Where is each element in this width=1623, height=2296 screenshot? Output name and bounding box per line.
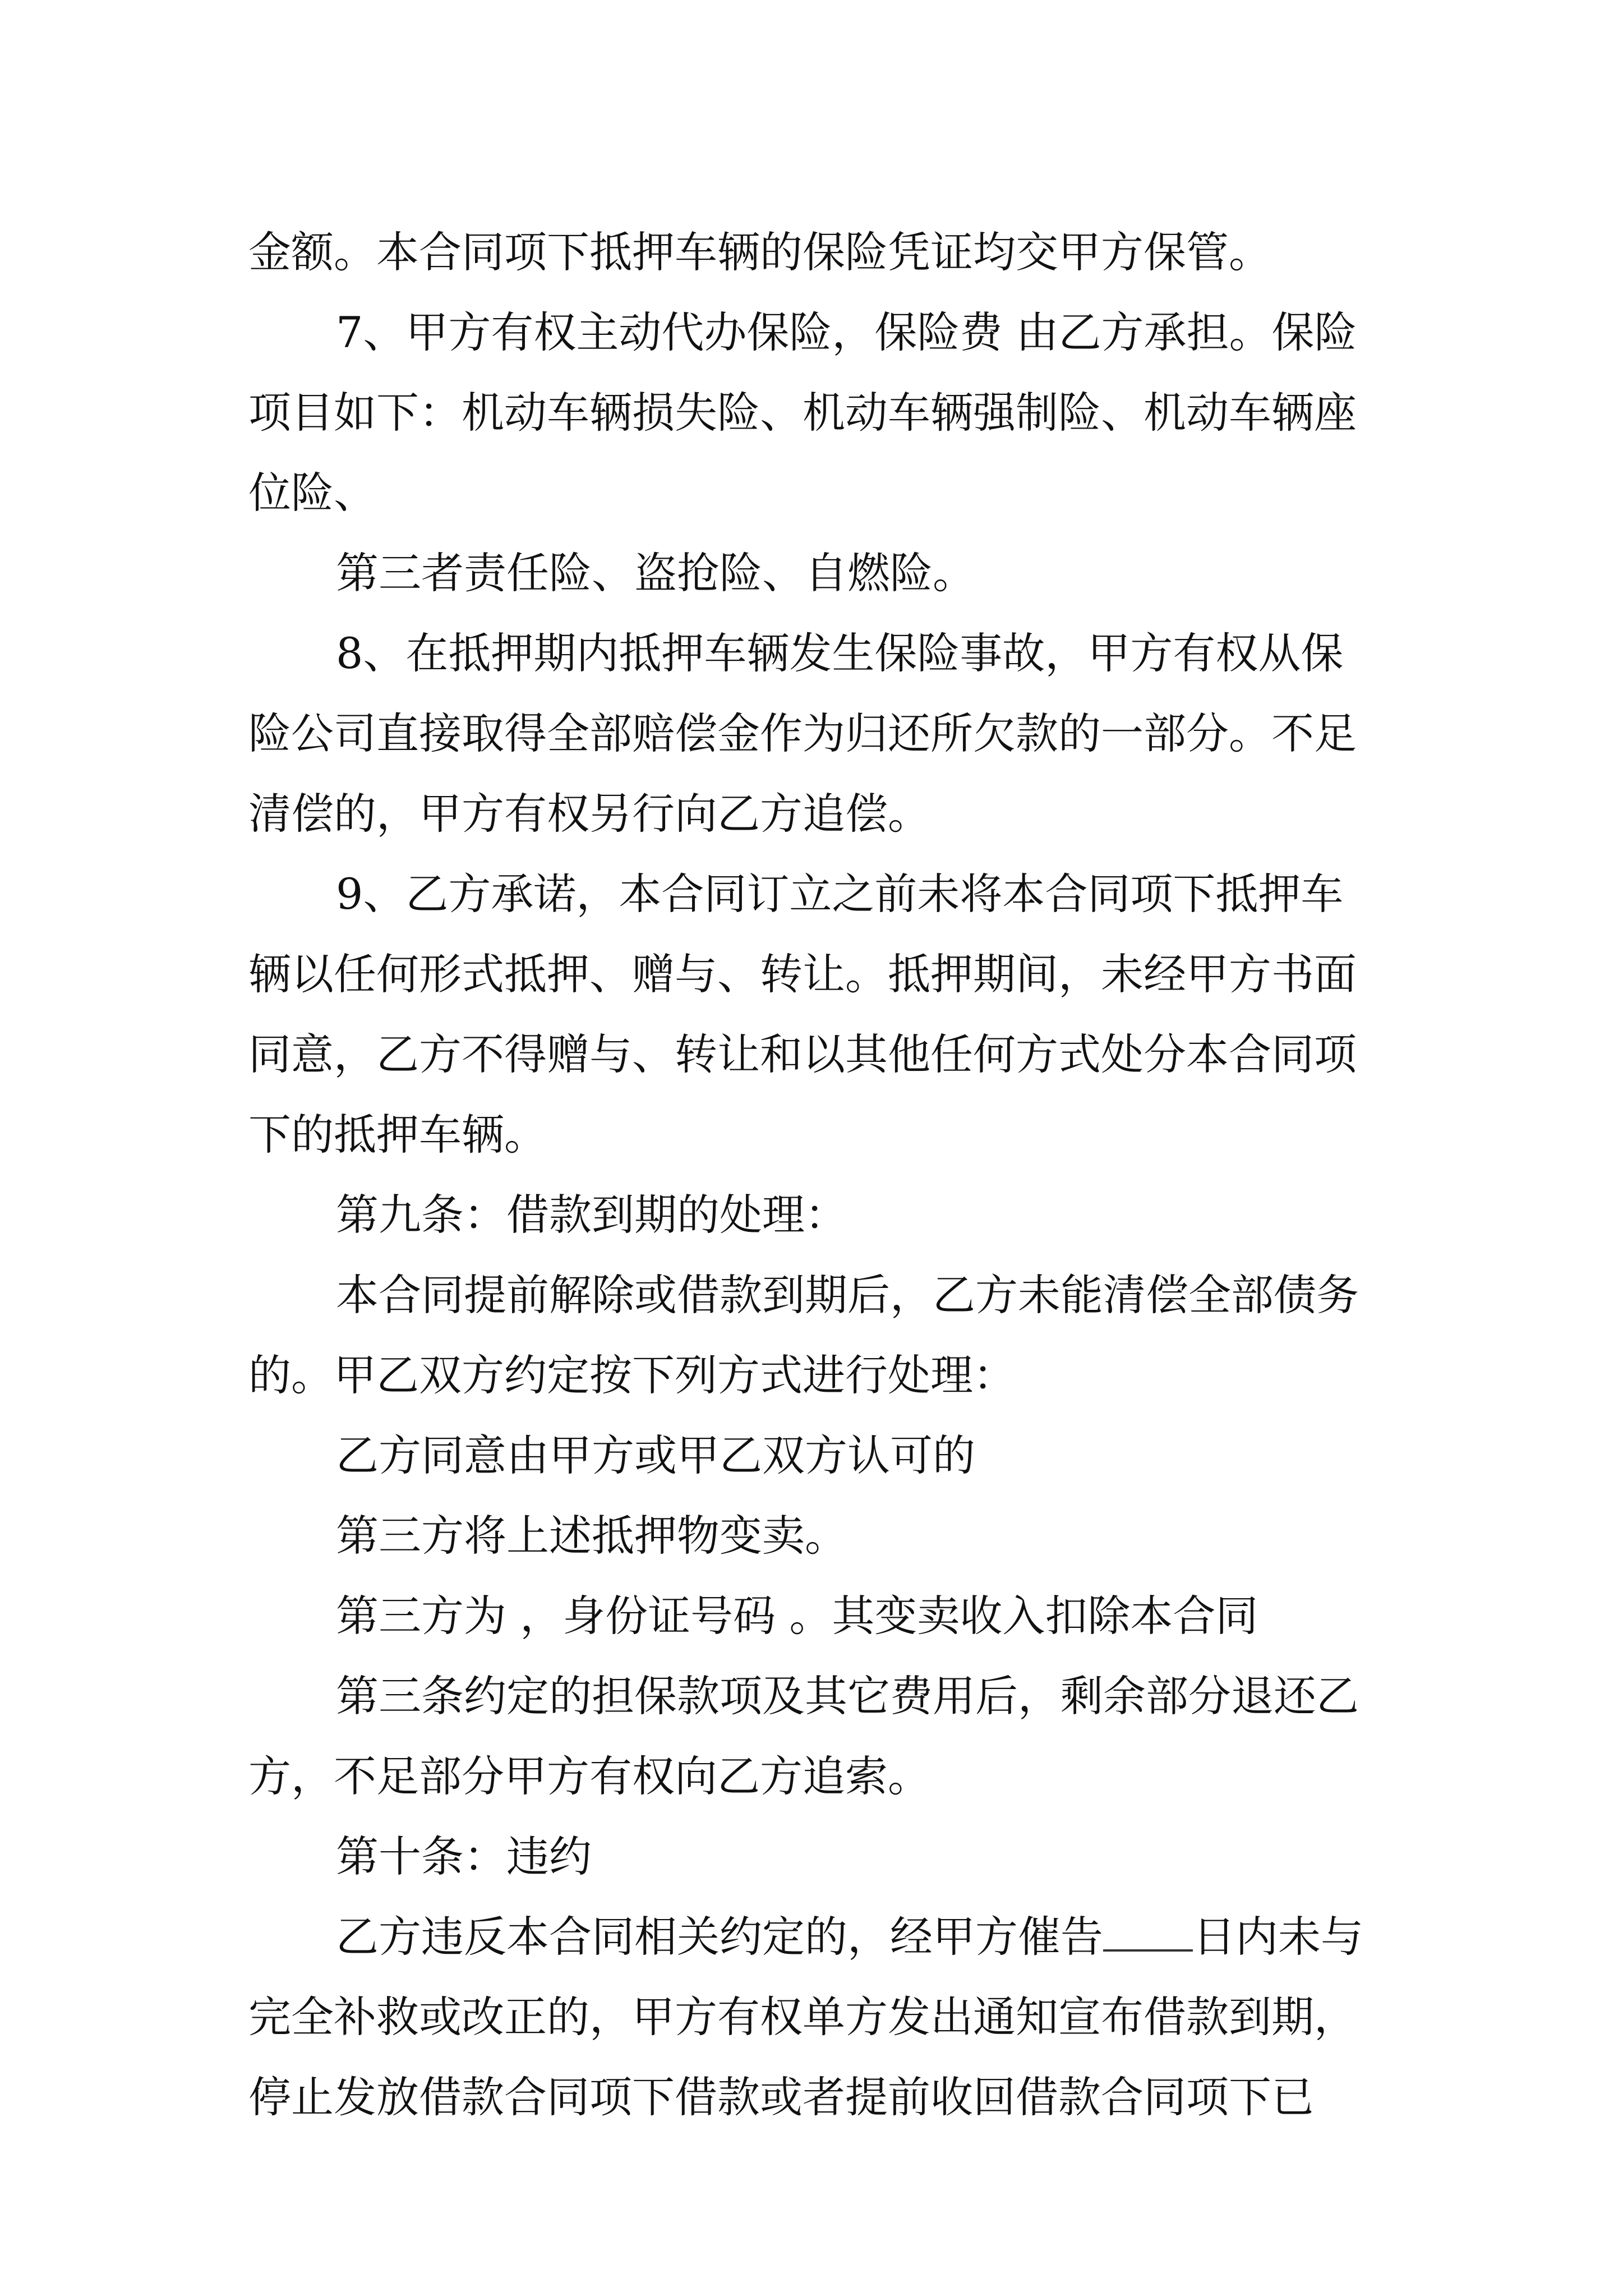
- text-segment: 乙方违反本合同相关约定的，经甲方催告: [336, 1912, 1103, 1962]
- fill-in-blank: [1103, 1917, 1193, 1952]
- text-line: 下的抵押车辆。: [248, 1110, 547, 1159]
- text-line: 第三者责任险、盗抢险、自燃险。: [336, 548, 975, 598]
- text-line: 停止发放借款合同项下借款或者提前收回借款合同项下已: [248, 2072, 1314, 2122]
- text-line: 乙方同意由甲方或甲乙双方认可的: [336, 1430, 975, 1480]
- text-line: 的。甲乙双方约定按下列方式进行处理：: [248, 1350, 1016, 1400]
- section-heading-article-10: 第十条：违约: [336, 1832, 592, 1881]
- text-line: 8、在抵押期内抵押车辆发生保险事故，甲方有权从保: [336, 628, 1344, 678]
- text-line: 完全补救或改正的，甲方有权单方发出通知宣布借款到期，: [248, 1992, 1357, 2042]
- text-line: 险公司直接取得全部赔偿金作为归还所欠款的一部分。不足: [248, 708, 1357, 758]
- text-line: 清偿的，甲方有权另行向乙方追偿。: [248, 789, 930, 839]
- text-line: 第三方将上述抵押物变卖。: [336, 1511, 847, 1561]
- text-line: 同意，乙方不得赠与、转让和以其他任何方式处分本合同项: [248, 1029, 1357, 1079]
- text-line: 第三方为 ，身份证号码 。其变卖收入扣除本合同: [336, 1591, 1258, 1641]
- text-line: 辆以任何形式抵押、赠与、转让。抵押期间，未经甲方书面: [248, 949, 1357, 999]
- text-line: 项目如下：机动车辆损失险、机动车辆强制险、机动车辆座: [248, 388, 1357, 438]
- text-line-with-blank: [248, 1897, 1381, 1977]
- text-line: 金额。本合同项下抵押车辆的保险凭证均交甲方保管。: [248, 227, 1271, 277]
- text-line: 位险、: [248, 468, 376, 518]
- text-line: 9、乙方承诺，本合同订立之前未将本合同项下抵押车: [336, 869, 1344, 919]
- text-line: 7、甲方有权主动代办保险，保险费 由乙方承担。保险: [336, 307, 1357, 357]
- text-line: 第三条约定的担保款项及其它费用后，剩余部分退还乙: [336, 1671, 1359, 1721]
- text-line: 本合同提前解除或借款到期后，乙方未能清偿全部债务: [336, 1270, 1359, 1320]
- document-body: [248, 212, 1381, 2137]
- text-segment: 日内未与: [1193, 1912, 1363, 1962]
- section-heading-article-9: 第九条：借款到期的处理：: [336, 1190, 847, 1240]
- text-line: 方，不足部分甲方有权向乙方追索。: [248, 1751, 930, 1801]
